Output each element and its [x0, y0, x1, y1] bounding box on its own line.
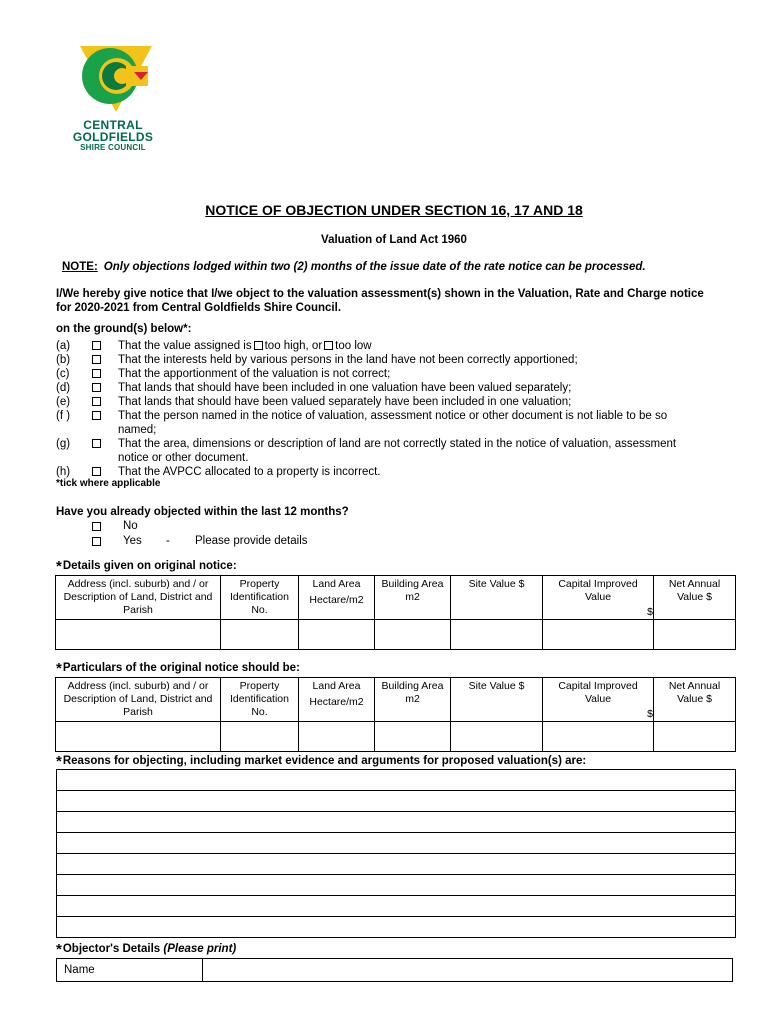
property-id-cell[interactable]: [221, 722, 299, 752]
capital-unit: $: [647, 708, 653, 720]
objector-heading-label: Objector's Details: [62, 943, 161, 955]
header-capital-improved-value: [543, 678, 654, 722]
ground-letter: (f ): [56, 410, 71, 422]
section-reasons-label: Reasons for objecting, including market evidence and arguments for proposed valuation(s) are:: [62, 755, 587, 767]
intro-statement: I/We hereby give notice that I/we object to the valuation assessment(s) shown in the Valuation, Rate and Charge notice for 2020-2021 from Central Goldfields Shire Council.: [56, 288, 704, 314]
ground-c-checkbox[interactable]: [92, 369, 101, 378]
ground-f-checkbox[interactable]: [92, 411, 101, 420]
no-label: No: [123, 520, 138, 532]
ground-text: That lands that should have been valued separately have been included in one valuation;: [118, 396, 572, 408]
ground-letter: (h): [56, 466, 71, 478]
header-address: Address (incl. suburb) and / or Description of Land, District and Parish: [56, 678, 221, 722]
previous-objection-question: Have you already objected within the last 12 months?: [56, 506, 349, 518]
ground-text: That the area, dimensions or description of land are not correctly stated in the notice of valuation, assessment notice or other document.: [118, 438, 677, 464]
required-star: *: [56, 660, 62, 677]
section-particulars-heading: [56, 660, 300, 677]
header-net-annual-value: Net Annual Value $: [654, 576, 736, 620]
reasons-line[interactable]: [57, 812, 735, 833]
note: [62, 261, 646, 273]
council-logo-icon: [70, 44, 156, 116]
section-details-heading: [56, 558, 237, 575]
original-notice-table: [55, 575, 736, 650]
reasons-line[interactable]: [57, 917, 735, 938]
header-capital-improved-value: [543, 576, 654, 620]
header-site-value: Site Value $: [451, 678, 543, 722]
reasons-box: [56, 769, 736, 938]
yes-label: Yes: [123, 535, 142, 547]
required-star: *: [56, 753, 62, 770]
section-reasons-heading: [56, 753, 586, 770]
ground-b-checkbox[interactable]: [92, 355, 101, 364]
section-objector-heading: [56, 941, 236, 958]
ground-text: That lands that should have been included in one valuation have been valued separately;: [118, 382, 572, 394]
land-area-label: Land Area: [312, 578, 361, 590]
name-input[interactable]: [203, 959, 733, 982]
too-low-checkbox[interactable]: [324, 341, 333, 350]
name-label: Name: [57, 959, 203, 982]
reasons-line[interactable]: [57, 833, 735, 854]
ground-letter: (d): [56, 382, 71, 394]
capital-label: Capital Improved Value: [558, 680, 638, 705]
table-row: [56, 722, 736, 752]
header-property-id: Property Identification No.: [221, 678, 299, 722]
proposed-values-table: [55, 677, 736, 752]
too-high-label: too high, or: [264, 340, 323, 352]
table-row: [57, 959, 733, 982]
page-title: NOTICE OF OBJECTION UNDER SECTION 16, 17 AND 18: [205, 202, 583, 218]
net-annual-value-cell[interactable]: [654, 722, 736, 752]
ground-text: That the person named in the notice of valuation, assessment notice or other document is not liable to be so named;: [118, 410, 668, 436]
section-details-label: Details given on original notice:: [62, 560, 237, 572]
land-area-label: Land Area: [312, 680, 361, 692]
page-subtitle: Valuation of Land Act 1960: [321, 234, 467, 246]
capital-unit: $: [647, 606, 653, 618]
ground-h-checkbox[interactable]: [92, 467, 101, 476]
capital-label: Capital Improved Value: [558, 578, 638, 603]
ground-g-checkbox[interactable]: [92, 439, 101, 448]
header-site-value: Site Value $: [451, 576, 543, 620]
land-area-cell[interactable]: [299, 620, 375, 650]
header-property-id: Property Identification No.: [221, 576, 299, 620]
building-area-cell[interactable]: [375, 722, 451, 752]
ground-letter: (a): [56, 340, 71, 352]
logo-text-central: CENTRAL: [83, 118, 143, 132]
note-label: NOTE:: [62, 261, 98, 273]
address-cell[interactable]: [56, 620, 221, 650]
ground-text: That the apportionment of the valuation is not correct;: [118, 368, 391, 380]
header-net-annual-value: Net Annual Value $: [654, 678, 736, 722]
reasons-line[interactable]: [57, 791, 735, 812]
dash: -: [166, 535, 170, 547]
table-row: [56, 620, 736, 650]
logo-text-shire-council: SHIRE COUNCIL: [80, 143, 146, 152]
ground-d-checkbox[interactable]: [92, 383, 101, 392]
logo-text-goldfields: GOLDFIELDS: [72, 130, 154, 144]
table-header-row: [56, 678, 736, 722]
land-area-unit: Hectare/m2: [309, 594, 364, 606]
yes-checkbox[interactable]: [92, 537, 101, 546]
ground-a-checkbox[interactable]: [92, 341, 101, 350]
ground-letter: (c): [56, 368, 70, 380]
note-text: Only objections lodged within two (2) months of the issue date of the rate notice can be processed.: [103, 261, 646, 273]
reasons-line[interactable]: [57, 896, 735, 917]
ground-a-text: That the value assigned is: [118, 340, 252, 352]
building-area-cell[interactable]: [375, 620, 451, 650]
header-building-area: Building Area m2: [375, 678, 451, 722]
reasons-line[interactable]: [57, 854, 735, 875]
ground-letter: (g): [56, 438, 71, 450]
net-annual-value-cell[interactable]: [654, 620, 736, 650]
provide-details-label: Please provide details: [195, 535, 308, 547]
header-building-area: Building Area m2: [375, 576, 451, 620]
site-value-cell[interactable]: [451, 722, 543, 752]
capital-value-cell[interactable]: [543, 620, 654, 650]
header-address: Address (incl. suburb) and / or Description of Land, District and Parish: [56, 576, 221, 620]
ground-text: That the interests held by various persons in the land have not been correctly apportioned;: [118, 354, 578, 366]
grounds-lead: on the ground(s) below*:: [56, 323, 192, 335]
too-high-checkbox[interactable]: [254, 341, 263, 350]
objector-heading-note: (Please print): [163, 943, 237, 955]
capital-value-cell[interactable]: [543, 722, 654, 752]
reasons-line[interactable]: [57, 770, 735, 791]
header-land-area: [299, 678, 375, 722]
table-header-row: [56, 576, 736, 620]
ground-text: That the AVPCC allocated to a property is incorrect.: [118, 466, 381, 478]
too-low-label: too low: [335, 340, 372, 352]
tick-note: *tick where applicable: [56, 478, 161, 489]
site-value-cell[interactable]: [451, 620, 543, 650]
section-particulars-label: Particulars of the original notice should be:: [62, 662, 300, 674]
reasons-line[interactable]: [57, 875, 735, 896]
land-area-cell[interactable]: [299, 722, 375, 752]
required-star: *: [56, 941, 62, 958]
ground-text: [118, 339, 718, 353]
no-checkbox[interactable]: [92, 522, 101, 531]
objector-details-table: [56, 958, 733, 982]
header-land-area: [299, 576, 375, 620]
required-star: *: [56, 558, 62, 575]
ground-e-checkbox[interactable]: [92, 397, 101, 406]
ground-letter: (e): [56, 396, 71, 408]
council-logo: [66, 44, 160, 154]
land-area-unit: Hectare/m2: [309, 696, 364, 708]
ground-letter: (b): [56, 354, 71, 366]
property-id-cell[interactable]: [221, 620, 299, 650]
address-cell[interactable]: [56, 722, 221, 752]
